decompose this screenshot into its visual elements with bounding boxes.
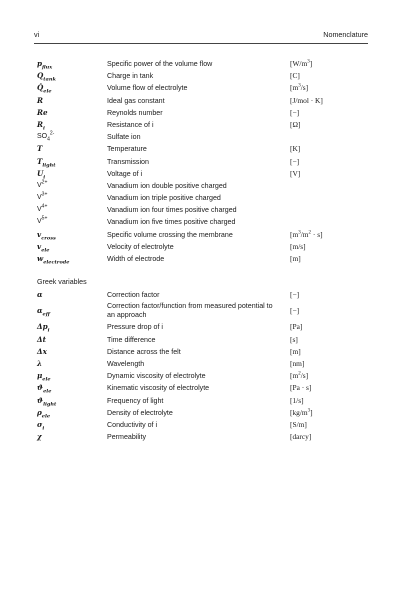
symbol-main: v bbox=[37, 229, 42, 239]
symbol-main: v bbox=[37, 241, 42, 251]
symbol-main: R bbox=[37, 119, 43, 129]
unit bbox=[290, 156, 299, 168]
greek-symbol-row bbox=[37, 395, 367, 407]
symbol bbox=[37, 180, 47, 192]
unit-text: /m bbox=[300, 229, 309, 239]
unit-text: [Pa · s] bbox=[290, 383, 312, 393]
symbol-main: ρ bbox=[37, 407, 42, 417]
symbol bbox=[37, 321, 50, 333]
symbol bbox=[37, 119, 45, 131]
unit bbox=[290, 119, 300, 131]
symbol bbox=[37, 229, 56, 241]
symbol bbox=[37, 192, 47, 204]
unit-text: [nm] bbox=[290, 358, 305, 368]
symbol-main: Re bbox=[37, 107, 48, 117]
unit bbox=[290, 334, 298, 346]
description: Voltage of i bbox=[107, 169, 143, 178]
symbol bbox=[37, 156, 56, 168]
symbol-subscript: 4 bbox=[47, 136, 50, 143]
greek-symbol-row bbox=[37, 334, 367, 346]
description: Transmission bbox=[107, 157, 149, 166]
symbol-main: V bbox=[37, 181, 42, 189]
unit bbox=[290, 395, 304, 407]
symbol bbox=[37, 382, 51, 394]
latin-symbol-row bbox=[37, 192, 367, 204]
symbol bbox=[37, 168, 45, 180]
greek-symbols-section bbox=[37, 289, 367, 443]
symbol-main: α bbox=[37, 306, 43, 316]
description: Vanadium ion four times positive charged bbox=[107, 206, 237, 215]
unit-text: ] bbox=[309, 59, 313, 68]
symbol-superscript: 2+ bbox=[41, 179, 48, 186]
symbol-main: Δx bbox=[37, 346, 47, 356]
symbol-main: Δp bbox=[37, 322, 48, 332]
description: Vanadium ion triple positive charged bbox=[107, 194, 221, 203]
unit bbox=[290, 82, 308, 94]
symbol-subscript: i bbox=[42, 425, 45, 432]
greek-symbol-row bbox=[37, 289, 367, 301]
unit-text: [1/s] bbox=[290, 395, 304, 405]
description: Volume flow of electrolyte bbox=[107, 84, 188, 93]
symbol-subscript: electrode bbox=[43, 259, 70, 266]
unit-text: [K] bbox=[290, 144, 301, 154]
unit-text: [kg/m bbox=[290, 407, 308, 417]
symbol-superscript: 2- bbox=[49, 130, 55, 137]
greek-symbol-row bbox=[37, 419, 367, 431]
unit bbox=[290, 168, 300, 180]
unit bbox=[290, 95, 323, 107]
symbol-main: ϑ bbox=[37, 383, 44, 393]
latin-symbol-row bbox=[37, 216, 367, 228]
symbol bbox=[37, 370, 51, 382]
latin-symbol-row bbox=[37, 241, 367, 253]
greek-variables-title: Greek variables bbox=[37, 278, 87, 287]
unit-text: [s] bbox=[290, 334, 298, 344]
description: Permeability bbox=[107, 433, 147, 442]
symbol-superscript: 5+ bbox=[41, 216, 48, 223]
unit bbox=[290, 58, 312, 70]
description: Correction factor/function from measured potential to an approach bbox=[107, 301, 273, 320]
symbol-main: χ bbox=[37, 432, 42, 442]
unit bbox=[290, 382, 311, 394]
symbol bbox=[37, 58, 52, 70]
unit-exponent: 3 bbox=[298, 83, 301, 89]
page-header bbox=[34, 30, 368, 44]
symbol-main: Δt bbox=[37, 334, 46, 344]
symbol-main: ϑ bbox=[37, 395, 44, 405]
header-title: Nomenclature bbox=[323, 30, 368, 39]
symbol-main: SO bbox=[37, 133, 48, 141]
description: Wavelength bbox=[107, 359, 145, 368]
unit-text: [Ω] bbox=[290, 119, 301, 129]
symbol-main: V bbox=[37, 218, 42, 226]
symbol-main: T bbox=[37, 144, 43, 154]
unit-text: [m bbox=[290, 371, 299, 381]
latin-symbol-row bbox=[37, 95, 367, 107]
symbol-subscript: ele bbox=[43, 388, 52, 395]
description: Frequency of light bbox=[107, 396, 164, 405]
latin-symbol-row bbox=[37, 253, 367, 265]
description: Distance across the felt bbox=[107, 347, 181, 356]
symbol-main: U bbox=[37, 168, 44, 178]
symbol bbox=[37, 289, 43, 301]
description: Temperature bbox=[107, 145, 147, 154]
greek-symbol-row bbox=[37, 382, 367, 394]
unit bbox=[290, 229, 323, 241]
unit-text: [m] bbox=[290, 346, 301, 356]
unit-text: [Pa] bbox=[290, 322, 303, 332]
symbol-subscript: i bbox=[43, 174, 46, 181]
greek-symbol-row bbox=[37, 346, 367, 358]
symbol-subscript: ele bbox=[41, 413, 51, 420]
description: Kinematic viscosity of electrolyte bbox=[107, 384, 210, 393]
symbol bbox=[37, 204, 47, 216]
unit bbox=[290, 305, 299, 317]
latin-symbol-row bbox=[37, 180, 367, 192]
unit bbox=[290, 143, 300, 155]
symbol-subscript: ele bbox=[42, 376, 51, 383]
description: Density of electrolyte bbox=[107, 408, 173, 417]
unit-text: /s] bbox=[300, 371, 309, 381]
symbol bbox=[37, 334, 46, 346]
symbol-main: α bbox=[37, 290, 43, 300]
symbol bbox=[37, 143, 42, 155]
description: Vanadium ion five times positive charged bbox=[107, 218, 236, 227]
latin-symbols-section bbox=[37, 58, 367, 265]
unit-text: [C] bbox=[290, 71, 300, 81]
unit bbox=[290, 289, 299, 301]
symbol-subscript: light bbox=[43, 400, 57, 407]
symbol-main: Q bbox=[37, 71, 44, 81]
symbol bbox=[37, 395, 56, 407]
latin-symbol-row bbox=[37, 82, 367, 94]
unit bbox=[290, 70, 300, 82]
symbol bbox=[37, 82, 52, 94]
symbol bbox=[37, 431, 42, 443]
symbol-subscript: ele bbox=[43, 88, 52, 95]
symbol bbox=[37, 305, 50, 317]
unit bbox=[290, 431, 311, 443]
description: Velocity of electrolyte bbox=[107, 242, 174, 251]
symbol bbox=[37, 419, 44, 431]
unit-text: [−] bbox=[290, 306, 300, 316]
symbol bbox=[37, 216, 47, 228]
symbol-main: μ bbox=[37, 371, 43, 381]
symbol-subscript: flux bbox=[42, 64, 53, 71]
description: Dynamic viscosity of electrolyte bbox=[107, 372, 206, 381]
description: Specific power of the volume flow bbox=[107, 60, 213, 68]
unit bbox=[290, 358, 304, 370]
description: Vanadium ion double positive charged bbox=[107, 181, 227, 190]
symbol-subscript: tank bbox=[43, 76, 56, 83]
unit-text: [S/m] bbox=[290, 419, 307, 429]
symbol bbox=[37, 346, 47, 358]
symbol-superscript: 3+ bbox=[41, 191, 48, 198]
unit-text: [J/mol · K] bbox=[290, 95, 323, 105]
unit-text: [W/m bbox=[290, 59, 308, 68]
symbol-subscript: eff bbox=[42, 311, 50, 318]
latin-symbol-row bbox=[37, 168, 367, 180]
unit-text: [−] bbox=[290, 107, 300, 117]
description: Resistance of i bbox=[107, 120, 154, 129]
description: Pressure drop of i bbox=[107, 323, 163, 332]
latin-symbol-row bbox=[37, 131, 367, 143]
unit-exponent: 3 bbox=[298, 230, 301, 236]
greek-symbol-row bbox=[37, 358, 367, 370]
symbol bbox=[37, 95, 43, 107]
description: Correction factor bbox=[107, 291, 160, 300]
greek-symbol-row bbox=[37, 370, 367, 382]
description: Width of electrode bbox=[107, 255, 165, 263]
description: Time difference bbox=[107, 335, 156, 344]
unit bbox=[290, 107, 299, 119]
latin-symbol-row bbox=[37, 58, 367, 70]
symbol bbox=[37, 358, 42, 370]
symbol bbox=[37, 70, 56, 82]
unit bbox=[290, 370, 308, 382]
unit-text: [−] bbox=[290, 156, 300, 166]
unit-text: [V] bbox=[290, 168, 301, 178]
latin-symbol-row bbox=[37, 119, 367, 131]
symbol bbox=[37, 253, 69, 265]
symbol-main: λ bbox=[37, 358, 43, 368]
unit bbox=[290, 346, 301, 358]
symbol-main: V bbox=[37, 206, 42, 214]
unit bbox=[290, 321, 302, 333]
description: Sulfate ion bbox=[107, 133, 141, 142]
symbol-subscript: i bbox=[47, 327, 50, 334]
description: Reynolds number bbox=[107, 108, 163, 117]
greek-symbol-row bbox=[37, 431, 367, 443]
symbol-main: T bbox=[37, 156, 43, 166]
unit-text: [−] bbox=[290, 290, 300, 300]
symbol-main: R bbox=[37, 95, 43, 105]
symbol bbox=[37, 407, 50, 419]
latin-symbol-row bbox=[37, 204, 367, 216]
unit-text: [m/s] bbox=[290, 241, 306, 251]
greek-symbol-row bbox=[37, 407, 367, 419]
unit-text: [m bbox=[290, 83, 299, 93]
symbol-subscript: cross bbox=[41, 235, 56, 242]
unit-text: [m] bbox=[290, 254, 301, 263]
symbol bbox=[37, 241, 49, 253]
page-number: vi bbox=[34, 30, 40, 39]
symbol-main: p bbox=[37, 59, 43, 68]
description: Ideal gas constant bbox=[107, 96, 165, 105]
symbol-subscript: ele bbox=[41, 247, 50, 254]
symbol-subscript: light bbox=[42, 161, 56, 168]
symbol-main: w bbox=[37, 254, 44, 263]
description: Specific volume crossing the membrane bbox=[107, 230, 233, 239]
unit bbox=[290, 241, 306, 253]
symbol-main: V bbox=[37, 194, 42, 202]
unit-text: [darcy] bbox=[290, 432, 312, 442]
latin-symbol-row bbox=[37, 107, 367, 119]
latin-symbol-row bbox=[37, 156, 367, 168]
description: Charge in tank bbox=[107, 72, 154, 81]
unit-exponent: 3 bbox=[307, 408, 311, 414]
latin-symbol-row bbox=[37, 70, 367, 82]
unit bbox=[290, 407, 313, 419]
symbol-superscript: 4+ bbox=[41, 203, 48, 210]
unit-exponent: 2 bbox=[298, 371, 301, 377]
greek-symbol-row bbox=[37, 301, 367, 321]
nomenclature-list bbox=[37, 58, 367, 443]
symbol-main: σ bbox=[37, 419, 43, 429]
unit-text: /s] bbox=[300, 83, 309, 93]
unit bbox=[290, 253, 301, 265]
symbol bbox=[37, 131, 54, 143]
unit-text: ] bbox=[310, 407, 313, 417]
symbol bbox=[37, 107, 48, 119]
symbol-main: Q̇ bbox=[37, 83, 44, 93]
symbol-subscript: i bbox=[42, 125, 45, 132]
unit-exponent: 2 bbox=[308, 230, 312, 236]
unit bbox=[290, 419, 307, 431]
greek-symbol-row bbox=[37, 321, 367, 333]
unit-exponent: 3 bbox=[307, 59, 310, 65]
latin-symbol-row bbox=[37, 143, 367, 155]
unit-text: · s] bbox=[311, 229, 323, 239]
latin-symbol-row bbox=[37, 229, 367, 241]
description: Conductivity of i bbox=[107, 420, 158, 429]
unit-text: [m bbox=[290, 229, 299, 239]
